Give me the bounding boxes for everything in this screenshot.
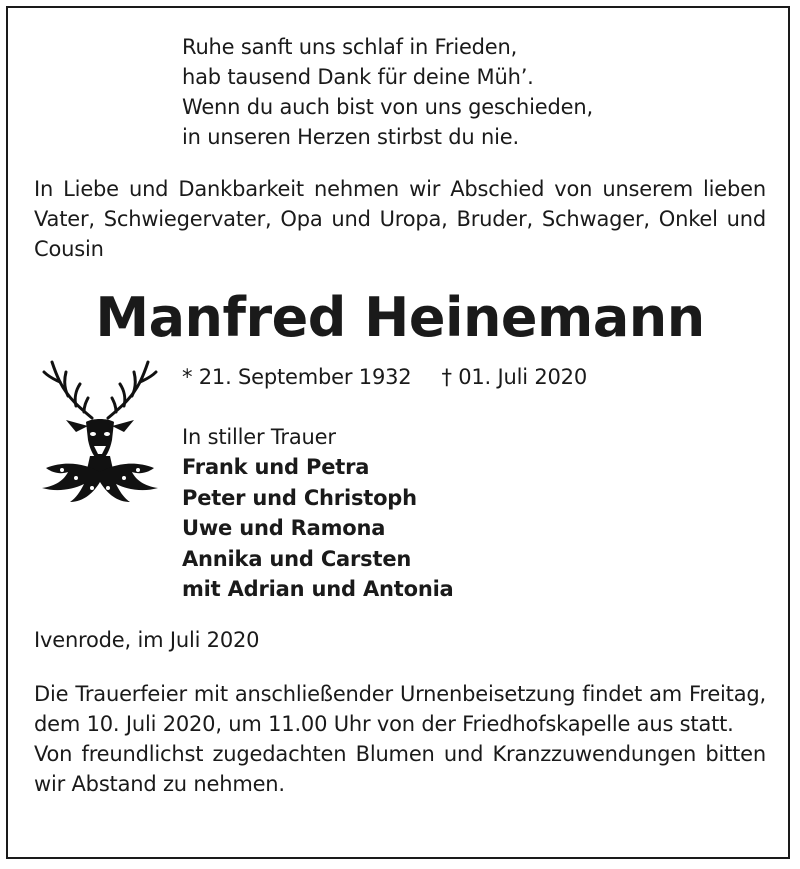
mourners-list [182, 422, 454, 604]
deer-head-with-oak-leaves-icon [36, 356, 164, 506]
farewell-intro: In Liebe und Dankbarkeit nehmen wir Abschied von unserem lieben Vater, Schwiegervater, Opa und Uropa, Bruder, Schwager, Onkel und Cousin [34, 177, 766, 261]
poem-line: Wenn du auch bist von uns geschieden, [182, 95, 593, 119]
mourner-name: Frank und Petra [182, 455, 370, 480]
funeral-details: Die Trauerfeier mit anschließender Urnenbeisetzung findet am Freitag, dem 10. Juli 2020, um 11.00 Uhr von der Friedhofskapelle aus statt. [34, 682, 766, 736]
mourning-lead: In stiller Trauer [182, 425, 336, 449]
life-dates [182, 362, 742, 392]
memorial-poem [182, 32, 593, 152]
flowers-note: Von freundlichst zugedachten Blumen und Kranzzuwendungen bitten wir Abstand zu nehmen. [34, 742, 766, 796]
poem-line: hab tausend Dank für deine Müh’. [182, 65, 534, 89]
deceased-name: Manfred Heinemann [95, 286, 705, 349]
mourner-name: Peter und Christoph [182, 485, 417, 510]
place-and-date: Ivenrode, im Juli 2020 [34, 628, 260, 652]
poem-line: in unseren Herzen stirbst du nie. [182, 125, 519, 149]
death-date: † 01. Juli 2020 [441, 365, 587, 389]
mourner-name: Annika und Carsten [182, 546, 412, 571]
birth-date: * 21. September 1932 [182, 365, 412, 389]
poem-line: Ruhe sanft uns schlaf in Frieden, [182, 35, 518, 59]
mourner-name: Uwe und Ramona [182, 516, 386, 541]
funeral-information [34, 679, 766, 799]
mourner-name: mit Adrian und Antonia [182, 577, 454, 602]
